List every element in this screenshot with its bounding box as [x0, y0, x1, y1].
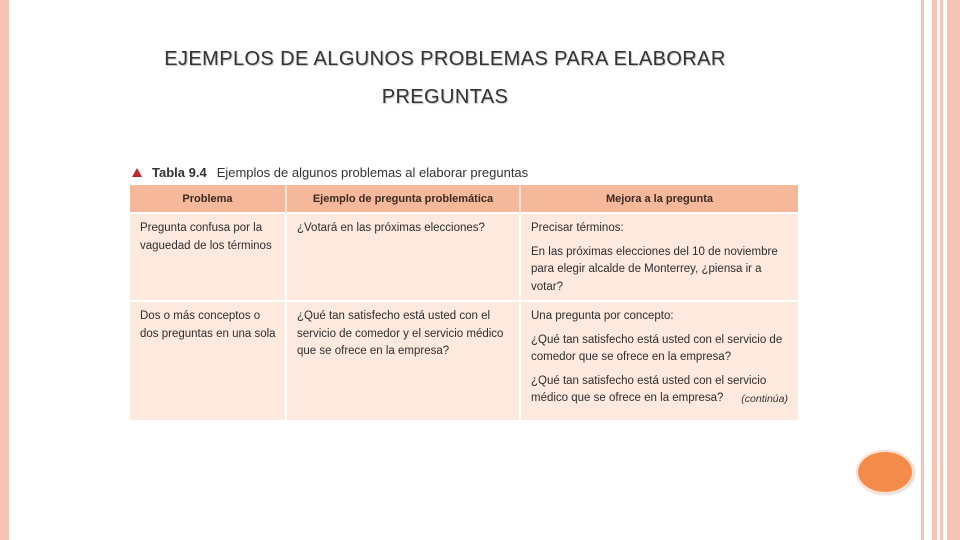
- header-mejora: Mejora a la pregunta: [520, 185, 798, 213]
- cell-mejora: [520, 213, 798, 301]
- caption-triangle-icon: [132, 168, 142, 177]
- table-caption: [130, 162, 528, 184]
- mejora-paragraph: Precisar términos:: [531, 222, 624, 234]
- table-header-row: [130, 185, 798, 213]
- mejora-paragraph: ¿Qué tan satisfecho está usted con el servicio médico que se ofrece en la empresa?: [531, 374, 767, 404]
- slide-title: [60, 40, 830, 116]
- table-caption-number: Tabla 9.4: [152, 165, 207, 180]
- problems-table: [130, 185, 798, 420]
- table-continuation-note: (continúa): [741, 393, 788, 405]
- header-ejemplo: Ejemplo de pregunta problemática: [286, 185, 520, 213]
- slide-title-line1: EJEMPLOS DE ALGUNOS PROBLEMAS PARA ELABORAR: [164, 48, 726, 70]
- cell-ejemplo: ¿Qué tan satisfecho está usted con el servicio de comedor y el servicio médico que se ofrece en la empresa?: [286, 301, 520, 420]
- table-row: [130, 301, 798, 420]
- cell-problema: Dos o más conceptos o dos preguntas en una sola: [130, 301, 286, 420]
- cell-ejemplo: ¿Votará en las próximas elecciones?: [286, 213, 520, 301]
- mejora-paragraph: ¿Qué tan satisfecho está usted con el servicio de comedor que se ofrece en la empresa?: [531, 333, 783, 363]
- table-row: [130, 213, 798, 301]
- accent-circle: [856, 450, 914, 494]
- table-figure: [130, 162, 798, 405]
- header-problema: Problema: [130, 185, 286, 213]
- mejora-paragraph: En las próximas elecciones del 10 de noviembre para elegir alcalde de Monterrey, ¿piensa ir a votar?: [531, 245, 778, 293]
- slide-frame-right: [918, 0, 960, 540]
- slide-title-line2: PREGUNTAS: [381, 86, 509, 108]
- table-caption-text: Ejemplos de algunos problemas al elaborar preguntas: [216, 165, 529, 180]
- cell-problema: Pregunta confusa por la vaguedad de los términos: [130, 213, 286, 301]
- slide-frame-left: [0, 0, 9, 540]
- mejora-paragraph: Una pregunta por concepto:: [531, 310, 674, 322]
